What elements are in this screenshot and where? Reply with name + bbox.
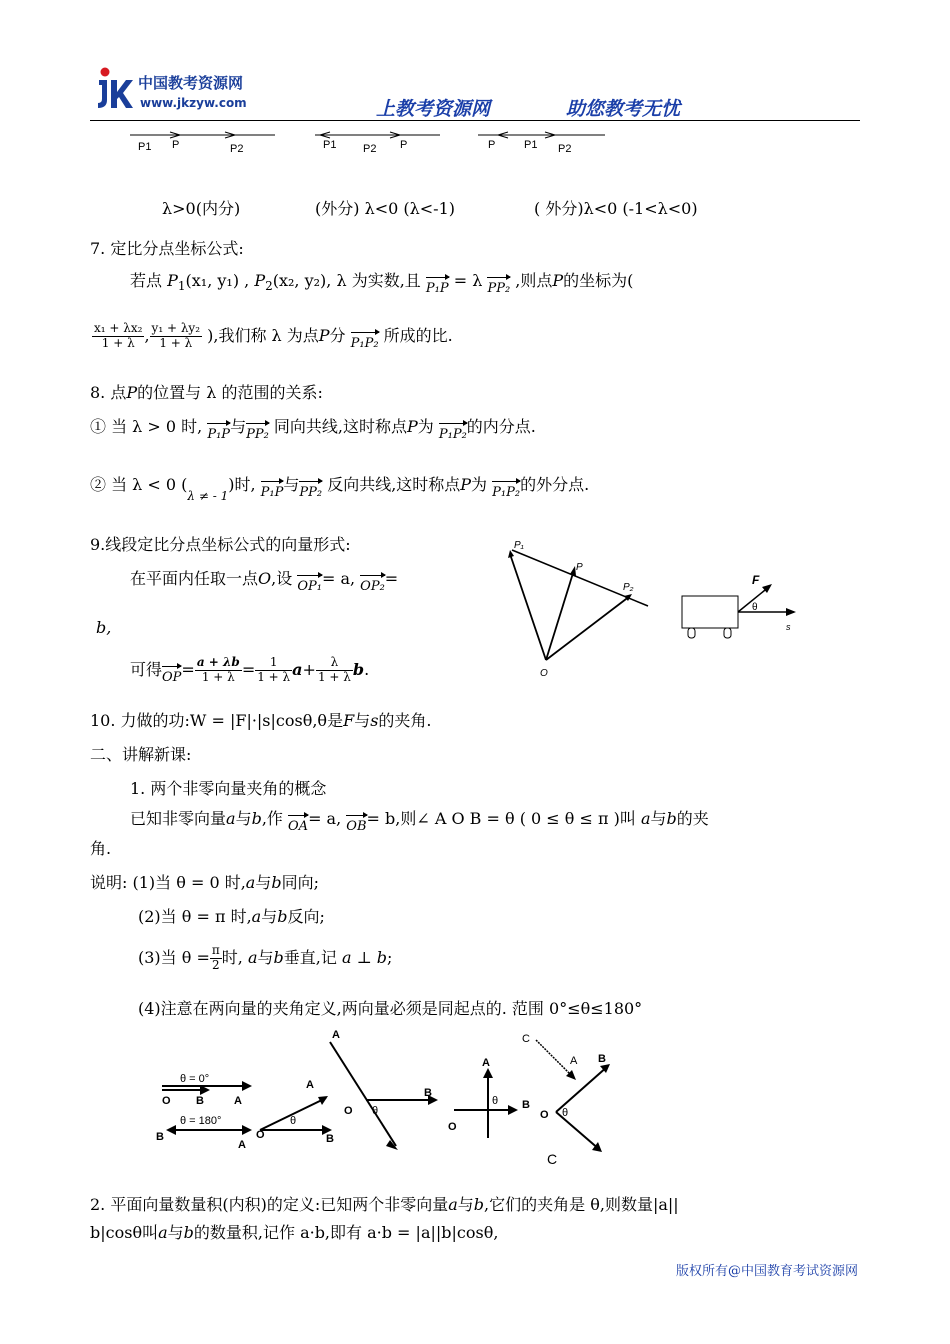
- s8-title: 8. 点P的位置与 λ 的范围的关系:: [90, 383, 323, 402]
- diag2-p: P: [400, 139, 408, 151]
- dot-product-line1: 2. 平面向量数量积(内积)的定义:已知两个非零向量a与b,它们的夹角是 θ,则数量|a||: [90, 1195, 679, 1214]
- svg-text:θ: θ: [290, 1115, 297, 1127]
- s7-line2: $\frac{\text{x₁ + λx₂}}{1 + \lambda}$ , $\frac{\text{y₁ + λy₂}}{1 + \lambda}$ ),我们称 λ 为点P分 P₁P₂ 所成的比.: [94, 321, 453, 351]
- diag2-p1: P1: [323, 139, 337, 151]
- vector-pp2: PP₂: [487, 276, 510, 295]
- division-diagram-3: [478, 132, 605, 155]
- division-diagram-1: [130, 132, 275, 155]
- diag1-p: P: [172, 139, 180, 151]
- diag3-p: P: [488, 139, 496, 151]
- svg-text:θ: θ: [372, 1105, 379, 1117]
- svg-text:B: B: [598, 1053, 606, 1065]
- logo-icon: [94, 66, 134, 110]
- section-heading: 二、讲解新课:: [90, 745, 192, 764]
- concept1-line2: 角.: [90, 839, 112, 858]
- s10-line: 10. 力做的功:W = |F|·|s|cosθ,θ是F与s的夹角.: [90, 711, 432, 730]
- footer-copyright: 版权所有@中国教育考试资源网: [675, 1264, 858, 1279]
- logo-dot: [101, 68, 110, 77]
- s8-case1: ① 当 λ > 0 时, P₁P与PP₂ 同向共线,这时称点P为 P₁P₂的内分点.: [90, 417, 536, 442]
- theta-180-label: θ = 180°: [180, 1115, 222, 1127]
- svg-text:O: O: [448, 1121, 457, 1133]
- s9-line2: b,: [96, 618, 112, 637]
- box-label-s: s: [786, 622, 791, 632]
- s9-line1: 在平面内任取一点O,设 OP₁= a, OP₂=: [130, 569, 399, 594]
- tri-label-p2: P₂: [623, 582, 634, 593]
- note-4: (4)注意在两向量的夹角定义,两向量必须是同起点的. 范围 0°≤θ≤180°: [138, 999, 643, 1018]
- fraction-x: $\frac{\text{x₁ + λx₂}}{1 + \lambda}$: [94, 321, 143, 350]
- svg-text:O: O: [162, 1095, 171, 1107]
- svg-text:B: B: [196, 1095, 204, 1107]
- figure-caption: C: [547, 1151, 558, 1167]
- concept1-title: 1. 两个非零向量夹角的概念: [130, 779, 327, 798]
- dot-product-line2: b|cosθ叫a与b的数量积,记作 a·b,即有 a·b = |a||b|cosθ,: [90, 1223, 499, 1242]
- s9-title: 9.线段定比分点坐标公式的向量形式:: [90, 535, 351, 554]
- header-slogan-left: 上教考资源网: [376, 98, 491, 120]
- diag3-p2: P2: [558, 143, 572, 155]
- box-label-f: F: [752, 573, 760, 587]
- svg-text:A: A: [332, 1029, 340, 1041]
- s9-line3: 可得OP= $\frac{a + \lambda b}{1 + \lambda}$ = $\frac{1}{1 + \lambda}$ a+ $\frac{\lambda}{1 + \lambda}$ b.: [130, 655, 370, 685]
- s7-title: 7. 定比分点坐标公式:: [90, 239, 244, 258]
- vector-p1p: P₁P: [426, 276, 449, 295]
- lambda-case-1: λ>0(内分): [162, 199, 241, 218]
- svg-text:A: A: [482, 1057, 490, 1069]
- svg-text:A: A: [238, 1139, 246, 1151]
- s7-line1: 若点 $P_1(x_1$, y₁) , $P_2(x_2$, y₂), λ 为实数,且 P₁P = λ PP₂ ,则点P的坐标为(: [130, 271, 634, 296]
- angle-group-2: [256, 1079, 334, 1145]
- svg-text:B: B: [326, 1133, 334, 1145]
- division-diagram-2: [315, 132, 440, 155]
- vector-p1p2: P₁P₂: [351, 331, 379, 350]
- angle-group-3: [330, 1029, 438, 1150]
- svg-text:O: O: [540, 1109, 549, 1121]
- lambda-case-3: ( 外分)λ<0 (-1<λ<0): [534, 199, 698, 218]
- svg-text:B: B: [156, 1131, 164, 1143]
- division-triangle-figure: [490, 538, 670, 683]
- svg-text:B: B: [522, 1099, 530, 1111]
- division-diagrams: [120, 124, 620, 164]
- vector-angle-figure: [150, 1026, 630, 1176]
- svg-text:A: A: [306, 1079, 314, 1091]
- svg-text:θ: θ: [492, 1095, 499, 1107]
- box-label-theta: θ: [752, 602, 758, 613]
- note-3: (3)当 θ = $\frac{\pi}{2}$ 时, a与b垂直,记 a ⊥ b;: [138, 943, 393, 972]
- tri-label-p1: P₁: [514, 540, 524, 551]
- angle-group-4: [448, 1057, 530, 1138]
- header-rule: [90, 120, 860, 121]
- logo-name: 中国教考资源网: [138, 74, 244, 92]
- concept1-line1: 已知非零向量a与b,作 OA= a, OB= b,则∠ A O B = θ ( 0 ≤ θ ≤ π )叫 a与b的夹: [130, 809, 709, 834]
- svg-text:C: C: [522, 1033, 530, 1045]
- svg-text:θ: θ: [562, 1107, 569, 1119]
- fraction-y: $\frac{\text{y₁ + λy₂}}{1 + \lambda}$: [151, 321, 201, 350]
- svg-text:A: A: [570, 1055, 578, 1067]
- diag1-p2: P2: [230, 143, 244, 155]
- lambda-case-2: (外分) λ<0 (λ<-1): [315, 199, 456, 218]
- svg-text:O: O: [344, 1105, 353, 1117]
- diag2-p2: P2: [363, 143, 377, 155]
- header-slogan-right: 助您教考无忧: [566, 98, 681, 120]
- note-2: (2)当 θ = π 时,a与b反向;: [138, 907, 325, 926]
- svg-text:B: B: [424, 1087, 432, 1099]
- angle-group-5: [522, 1033, 610, 1152]
- logo-url: www.jkzyw.com: [140, 96, 247, 110]
- diag3-p1: P1: [524, 139, 538, 151]
- force-box-figure: [676, 568, 806, 640]
- svg-text:O: O: [256, 1129, 265, 1141]
- s8-case2: ② 当 λ < 0 $(_{\lambda \ne - 1})$时, P₁P与PP₂ 反向共线,这时称点P为 P₁P₂的外分点.: [90, 475, 590, 503]
- tri-label-o: O: [540, 668, 548, 679]
- svg-text:A: A: [234, 1095, 242, 1107]
- angle-group-1: [156, 1073, 252, 1151]
- tri-label-p: P: [576, 562, 583, 573]
- diag1-p1: P1: [138, 141, 152, 153]
- theta-zero-label: θ = 0°: [180, 1073, 210, 1085]
- note-1: 说明: (1)当 θ = 0 时,a与b同向;: [90, 873, 320, 892]
